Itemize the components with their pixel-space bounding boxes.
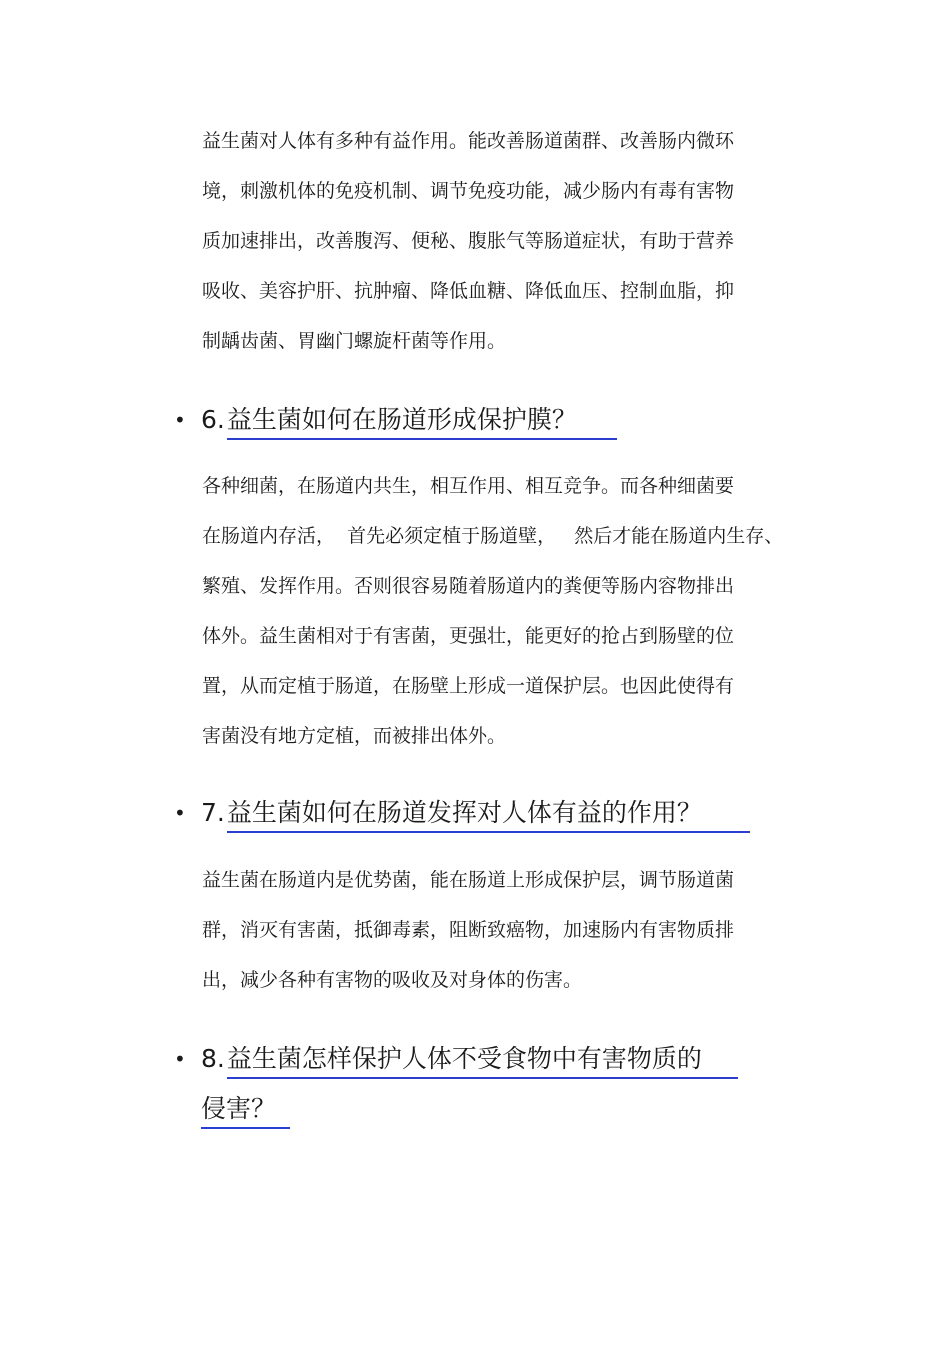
section-number: 6. — [201, 405, 225, 434]
section-title-link-continued[interactable]: 侵害？ — [201, 1091, 290, 1129]
paragraph-line: 在肠道内存活， 首先必须定植于肠道壁， 然后才能在肠道内生存、 — [202, 525, 784, 547]
paragraph-line: 繁殖、发挥作用。否则很容易随着肠道内的粪便等肠内容物排出 — [202, 575, 735, 597]
paragraph-line: 制龋齿菌、胃幽门螺旋杆菌等作用。 — [202, 330, 507, 352]
bullet-icon: • — [174, 408, 186, 432]
paragraph-line: 体外。益生菌相对于有害菌，更强壮，能更好的抢占到肠壁的位 — [202, 625, 735, 647]
paragraph-line: 益生菌在肠道内是优势菌，能在肠道上形成保护层，调节肠道菌 — [202, 869, 735, 891]
paragraph-line: 境，刺激机体的免疫机制、调节免疫功能，减少肠内有毒有害物 — [202, 180, 735, 202]
section-heading-6 — [174, 396, 814, 444]
section-title-link[interactable]: 益生菌怎样保护人体不受食物中有害物质的 — [227, 1041, 738, 1079]
section-7-paragraph — [202, 855, 802, 1005]
paragraph-line: 质加速排出，改善腹泻、便秘、腹胀气等肠道症状，有助于营养 — [202, 230, 735, 252]
intro-paragraph — [202, 116, 802, 366]
section-title-link[interactable]: 益生菌如何在肠道形成保护膜？ — [227, 402, 617, 440]
paragraph-line: 害菌没有地方定植，而被排出体外。 — [202, 725, 507, 747]
paragraph-line: 群，消灭有害菌，抵御毒素，阻断致癌物，加速肠内有害物质排 — [202, 919, 735, 941]
section-heading-8 — [174, 1034, 814, 1134]
section-heading-7 — [174, 789, 814, 837]
paragraph-line: 出，减少各种有害物的吸收及对身体的伤害。 — [202, 969, 583, 991]
paragraph-line: 各种细菌，在肠道内共生，相互作用、相互竞争。而各种细菌要 — [202, 475, 735, 497]
bullet-icon: • — [174, 801, 186, 825]
section-6-paragraph — [202, 461, 802, 761]
paragraph-line: 置，从而定植于肠道，在肠壁上形成一道保护层。也因此使得有 — [202, 675, 735, 697]
section-title-link[interactable]: 益生菌如何在肠道发挥对人体有益的作用？ — [227, 795, 750, 833]
paragraph-line: 吸收、美容护肝、抗肿瘤、降低血糖、降低血压、控制血脂，抑 — [202, 280, 735, 302]
section-number: 8. — [201, 1044, 225, 1073]
bullet-icon: • — [174, 1047, 186, 1071]
paragraph-line: 益生菌对人体有多种有益作用。能改善肠道菌群、改善肠内微环 — [202, 130, 735, 152]
section-number: 7. — [201, 798, 225, 827]
